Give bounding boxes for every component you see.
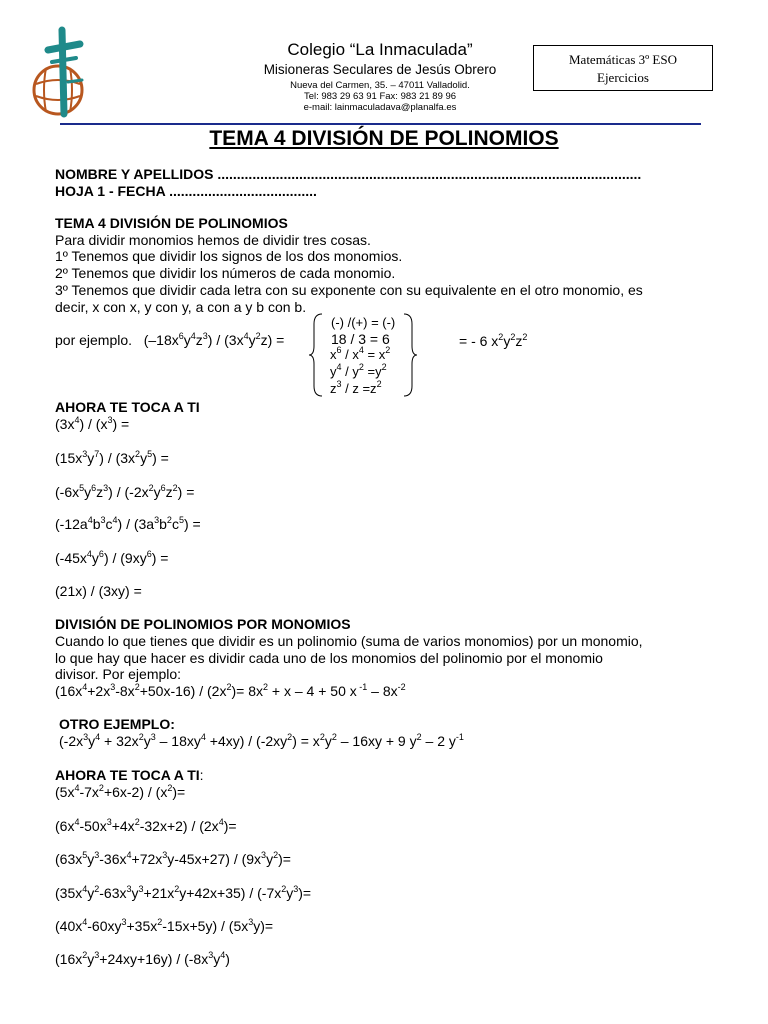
sign-rule: (-) /(+) = (-)	[331, 315, 396, 330]
sheet-date-field: HOJA 1 - FECHA ......................................	[55, 183, 317, 199]
order-name: Misioneras Seculares de Jesús Obrero	[263, 62, 497, 77]
paragraph: decir, x con x, y con y, a con a y b con b.	[55, 299, 307, 315]
example-expression: por ejemplo. $(-18x^6y^4z^3) / (3x^4y^2z)$ =	[55, 331, 285, 348]
section-heading: TEMA 4 DIVISIÓN DE POLINOMIOS	[55, 215, 288, 231]
paragraph: 1º Tenemos que dividir los signos de los dos monomios.	[55, 248, 403, 264]
exercise-item: $(6x^4-50x^3+4x^2-32x+2) / (2x^4)=$	[55, 817, 237, 834]
y-rule: $y^4 / y^2 =y^2$	[330, 362, 387, 379]
school-email: e-mail: lainmaculadava@planalfa.es	[303, 102, 457, 113]
subject-line: Matemáticas 3º ESO	[568, 52, 677, 67]
exercise-item: $(35x^4y^2-63x^3y^3+21x^2y+42x+35) / (-7x^2y^3)=$	[55, 884, 312, 901]
exercise-item: $(63x^5y^3-36x^4+72x^3y-45x+27) / (9x^3y^2)=$	[55, 850, 291, 867]
exercise-item: (21x) / (3xy) =	[55, 583, 142, 599]
subject-box	[533, 45, 713, 91]
left-brace	[308, 312, 324, 398]
paragraph: lo que hay que hacer es dividir cada uno de los monomios del polinomio por el monomio	[55, 650, 603, 666]
exercise-item: $(40x^4-60xy^3+35x^2-15x+5y) / (5x^3y)=$	[55, 917, 274, 934]
school-address: Nueva del Carmen, 35. – 47011 Valladolid.	[290, 80, 470, 91]
name-field: NOMBRE Y APELLIDOS .............................................................................................................	[55, 166, 642, 182]
exercise-item: $(3x^4) / (x^3)$ =	[55, 415, 130, 432]
exercise-item: $(16x^2y^3+24xy+16y) / (-8x^3y^4)$	[55, 950, 230, 967]
page-title: TEMA 4 DIVISIÓN DE POLINOMIOS	[209, 127, 559, 150]
section-heading: OTRO EJEMPLO:	[59, 716, 175, 732]
practice-heading: AHORA TE TOCA A TI:	[55, 767, 204, 783]
school-logo	[28, 22, 98, 122]
paragraph: 3º Tenemos que dividir cada letra con su exponente con su equivalente en el otro monomio, es	[55, 282, 643, 298]
paragraph: divisor. Por ejemplo:	[55, 666, 182, 682]
exercise-item: $(5x^4-7x^2+6x-2) / (x^2)=$	[55, 783, 186, 800]
paragraph: 2º Tenemos que dividir los números de cada monomio.	[55, 265, 396, 281]
exercise-item: $(15x^3y^7) / (3x^2y^5)$ =	[55, 449, 169, 466]
section-heading: DIVISIÓN DE POLINOMIOS POR MONOMIOS	[55, 616, 351, 632]
example-expression: $(-2x^3y^4 + 32x^2y^3 - 18xy^4 +4xy) / (-2xy^2) = x^2y^2 - 16xy + 9$ $y^2 - 2$ $y^{-1}$	[59, 732, 464, 749]
header-rule	[60, 123, 701, 125]
z-rule: $z^3 / z =z^2$	[330, 379, 382, 396]
right-brace	[402, 312, 418, 398]
school-name: Colegio “La Inmaculada”	[287, 40, 473, 59]
school-phone: Tel: 983 29 63 91 Fax: 983 21 89 96	[303, 91, 457, 102]
example-label: por ejemplo.	[55, 332, 133, 348]
exercise-item: $(-12a^4b^3c^4) / (3a^3b^2c^5)$ =	[55, 515, 201, 532]
practice-heading: AHORA TE TOCA A TI	[55, 399, 200, 415]
paragraph: Cuando lo que tienes que dividir es un polinomio (suma de varios monomios) por un monomio,	[55, 633, 643, 649]
example-result: = - 6 $x^2y^2z^2$	[459, 332, 528, 349]
exercise-item: $(-6x^5y^6z^3) / (-2x^2y^6z^2)$ =	[55, 483, 195, 500]
paragraph: Para dividir monomios hemos de dividir tres cosas.	[55, 232, 371, 248]
x-rule: $x^6 / x^4 = x^2$	[330, 345, 391, 362]
number-rule: 18 / 3 = 6	[331, 331, 390, 347]
example-expression: $(16x^4+2x^3-8x^2+50x-16) / (2x^2)= 8x^2 + x - 4 + 50$ x $^{-1} - 8x^{-2}$	[55, 682, 406, 699]
subject-type: Ejercicios	[597, 70, 649, 85]
exercise-item: $(-45x^4y^6) / (9xy^6)$ =	[55, 549, 169, 566]
